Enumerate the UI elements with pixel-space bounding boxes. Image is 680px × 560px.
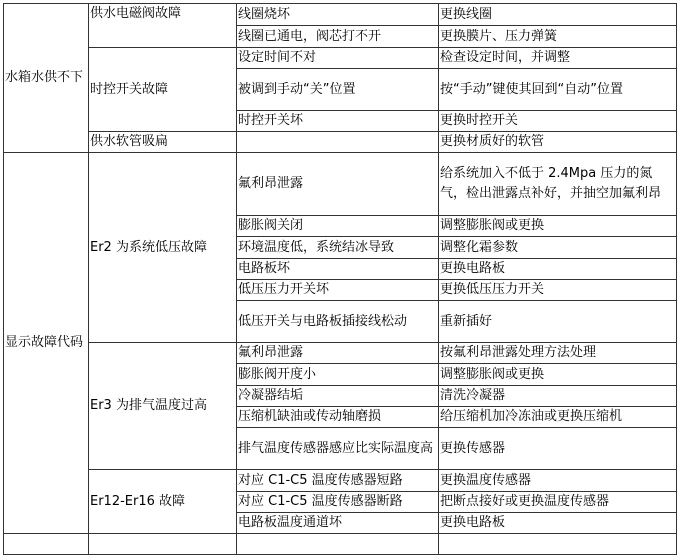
cause-cell: 被调到手动“关”位置 xyxy=(237,69,439,111)
solution-cell: 给压缩机加冷冻油或更换压缩机 xyxy=(439,407,677,428)
cause-cell: 环境温度低，系统结冰导致 xyxy=(237,237,439,259)
cause-cell: 压缩机缺油或传动轴磨损 xyxy=(237,407,439,428)
category-cell: 显示故障代码 xyxy=(4,153,89,534)
table-row xyxy=(4,4,677,26)
cause-cell: 线圈烧坏 xyxy=(237,4,439,26)
category-cell: 水箱水供不下 xyxy=(4,4,89,153)
solution-cell: 按氟利昂泄露处理方法处理 xyxy=(439,343,677,364)
solution-cell: 更换温度传感器 xyxy=(439,470,677,492)
cause-cell: 时控开关坏 xyxy=(237,111,439,132)
fault-table xyxy=(3,3,677,555)
fault-cell: Er12-Er16 故障 xyxy=(89,470,237,534)
solution-cell: 更换时控开关 xyxy=(439,111,677,132)
solution-cell: 调整膨胀阀或更换 xyxy=(439,216,677,237)
cause-cell xyxy=(237,132,439,153)
cause-cell: 冷凝器结垢 xyxy=(237,386,439,407)
fault-cell: 供水软管吸扁 xyxy=(89,132,237,153)
solution-cell: 给系统加入不低于 2.4Mpa 压力的氮气，检出泄露点补好，并抽空加氟利昂 xyxy=(439,153,677,216)
category-cell xyxy=(4,534,89,555)
cause-cell: 低压开关与电路板插接线松动 xyxy=(237,301,439,343)
table-row xyxy=(4,132,677,153)
table-row xyxy=(4,343,677,364)
cause-cell: 膨胀阀关闭 xyxy=(237,216,439,237)
cause-cell: 对应 C1-C5 温度传感器短路 xyxy=(237,470,439,492)
cause-cell: 电路板温度通道坏 xyxy=(237,513,439,534)
table-row xyxy=(4,470,677,492)
fault-cell: 时控开关故障 xyxy=(89,48,237,132)
cause-cell: 低压压力开关坏 xyxy=(237,280,439,301)
solution-cell: 更换传感器 xyxy=(439,428,677,470)
solution-cell xyxy=(439,534,677,555)
cause-cell: 膨胀阀开度小 xyxy=(237,364,439,386)
cause-cell xyxy=(237,534,439,555)
solution-cell: 更换线圈 xyxy=(439,4,677,26)
fault-cell: 供水电磁阀故障 xyxy=(89,4,237,48)
cause-cell: 电路板坏 xyxy=(237,259,439,280)
solution-cell: 把断点接好或更换温度传感器 xyxy=(439,492,677,513)
table-row xyxy=(4,48,677,69)
solution-cell: 更换材质好的软管 xyxy=(439,132,677,153)
solution-cell: 调整膨胀阀或更换 xyxy=(439,364,677,386)
solution-cell: 按“手动”键使其回到“自动”位置 xyxy=(439,69,677,111)
solution-cell: 更换电路板 xyxy=(439,513,677,534)
table-row xyxy=(4,153,677,216)
cause-cell: 氟利昂泄露 xyxy=(237,343,439,364)
fault-cell: Er2 为系统低压故障 xyxy=(89,153,237,343)
table-row xyxy=(4,534,677,555)
cause-cell: 氟利昂泄露 xyxy=(237,153,439,216)
fault-cell xyxy=(89,534,237,555)
cause-cell: 线圈已通电，阀芯打不开 xyxy=(237,26,439,48)
solution-cell: 调整化霜参数 xyxy=(439,237,677,259)
solution-cell: 重新插好 xyxy=(439,301,677,343)
fault-cell: Er3 为排气温度过高 xyxy=(89,343,237,470)
solution-cell: 清洗冷凝器 xyxy=(439,386,677,407)
cause-cell: 对应 C1-C5 温度传感器断路 xyxy=(237,492,439,513)
cause-cell: 设定时间不对 xyxy=(237,48,439,69)
solution-cell: 检查设定时间，并调整 xyxy=(439,48,677,69)
solution-cell: 更换膜片、压力弹簧 xyxy=(439,26,677,48)
solution-cell: 更换电路板 xyxy=(439,259,677,280)
solution-cell: 更换低压压力开关 xyxy=(439,280,677,301)
cause-cell: 排气温度传感器感应比实际温度高 xyxy=(237,428,439,470)
